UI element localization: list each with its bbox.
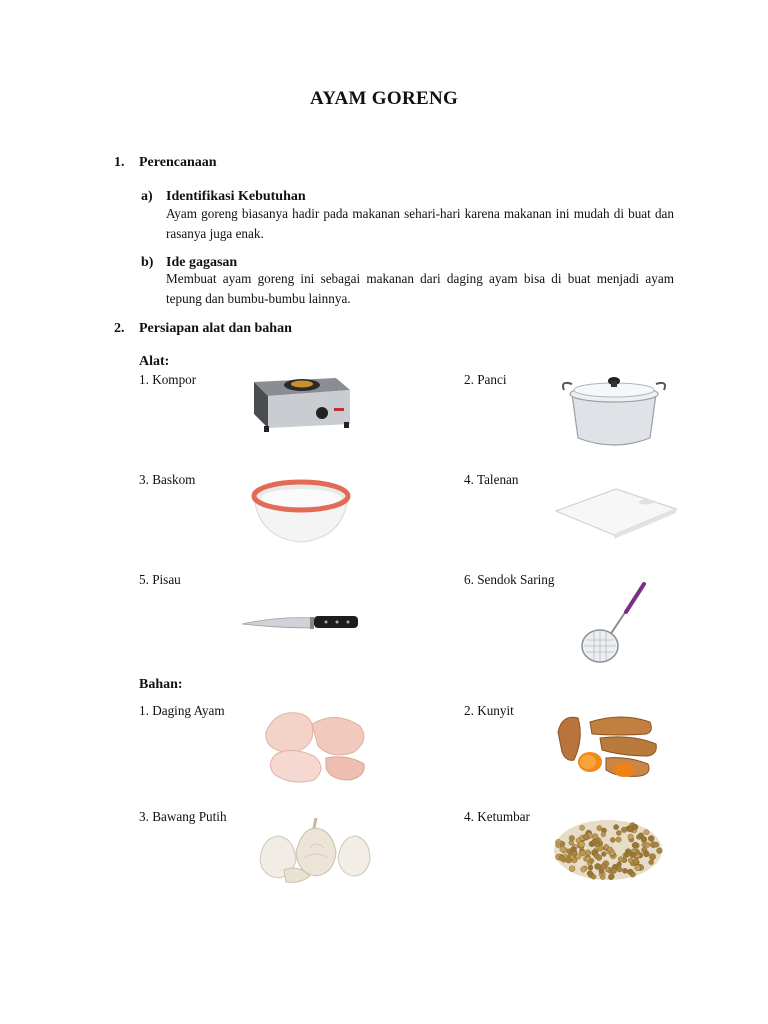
pot-icon <box>560 372 668 452</box>
subsection-label: b) <box>141 255 154 270</box>
list-item: 2. Panci <box>464 372 507 387</box>
garlic-icon <box>254 814 376 886</box>
knife-icon <box>240 610 360 634</box>
list-item: 6. Sendok Saring <box>464 572 555 587</box>
section-heading: Persiapan alat dan bahan <box>139 321 292 336</box>
coriander-icon <box>550 812 666 884</box>
list-item: 1. Daging Ayam <box>139 703 225 718</box>
section-number: 1. <box>114 155 125 170</box>
section-heading: Perencanaan <box>139 155 217 170</box>
alat-heading: Alat: <box>139 354 170 369</box>
turmeric-icon <box>552 708 672 780</box>
list-item: 5. Pisau <box>139 572 181 587</box>
list-item: 4. Talenan <box>464 472 519 487</box>
strainer-icon <box>578 578 658 668</box>
list-item: 3. Baskom <box>139 472 196 487</box>
chicken-icon <box>256 702 376 786</box>
section-number: 2. <box>114 321 125 336</box>
cutting-board-icon <box>550 485 680 540</box>
list-item: 1. Kompor <box>139 372 197 387</box>
list-item: 4. Ketumbar <box>464 809 530 824</box>
list-item: 2. Kunyit <box>464 703 514 718</box>
bahan-heading: Bahan: <box>139 677 183 692</box>
subsection-text: Membuat ayam goreng ini sebagai makanan dari daging ayam bisa di buat menjadi ayam tepung dan bumbu-bumbu lainnya. <box>166 271 674 306</box>
bowl-icon <box>250 480 352 546</box>
subsection-label: a) <box>141 189 153 204</box>
subsection-heading: Ide gagasan <box>166 255 238 270</box>
subsection-text: Ayam goreng biasanya hadir pada makanan sehari-hari karena makanan ini mudah di buat dan rasanya juga enak. <box>166 206 674 241</box>
list-item: 3. Bawang Putih <box>139 809 227 824</box>
page-title: AYAM GORENG <box>309 88 459 109</box>
subsection-heading: Identifikasi Kebutuhan <box>166 189 306 204</box>
stove-icon <box>246 370 356 440</box>
